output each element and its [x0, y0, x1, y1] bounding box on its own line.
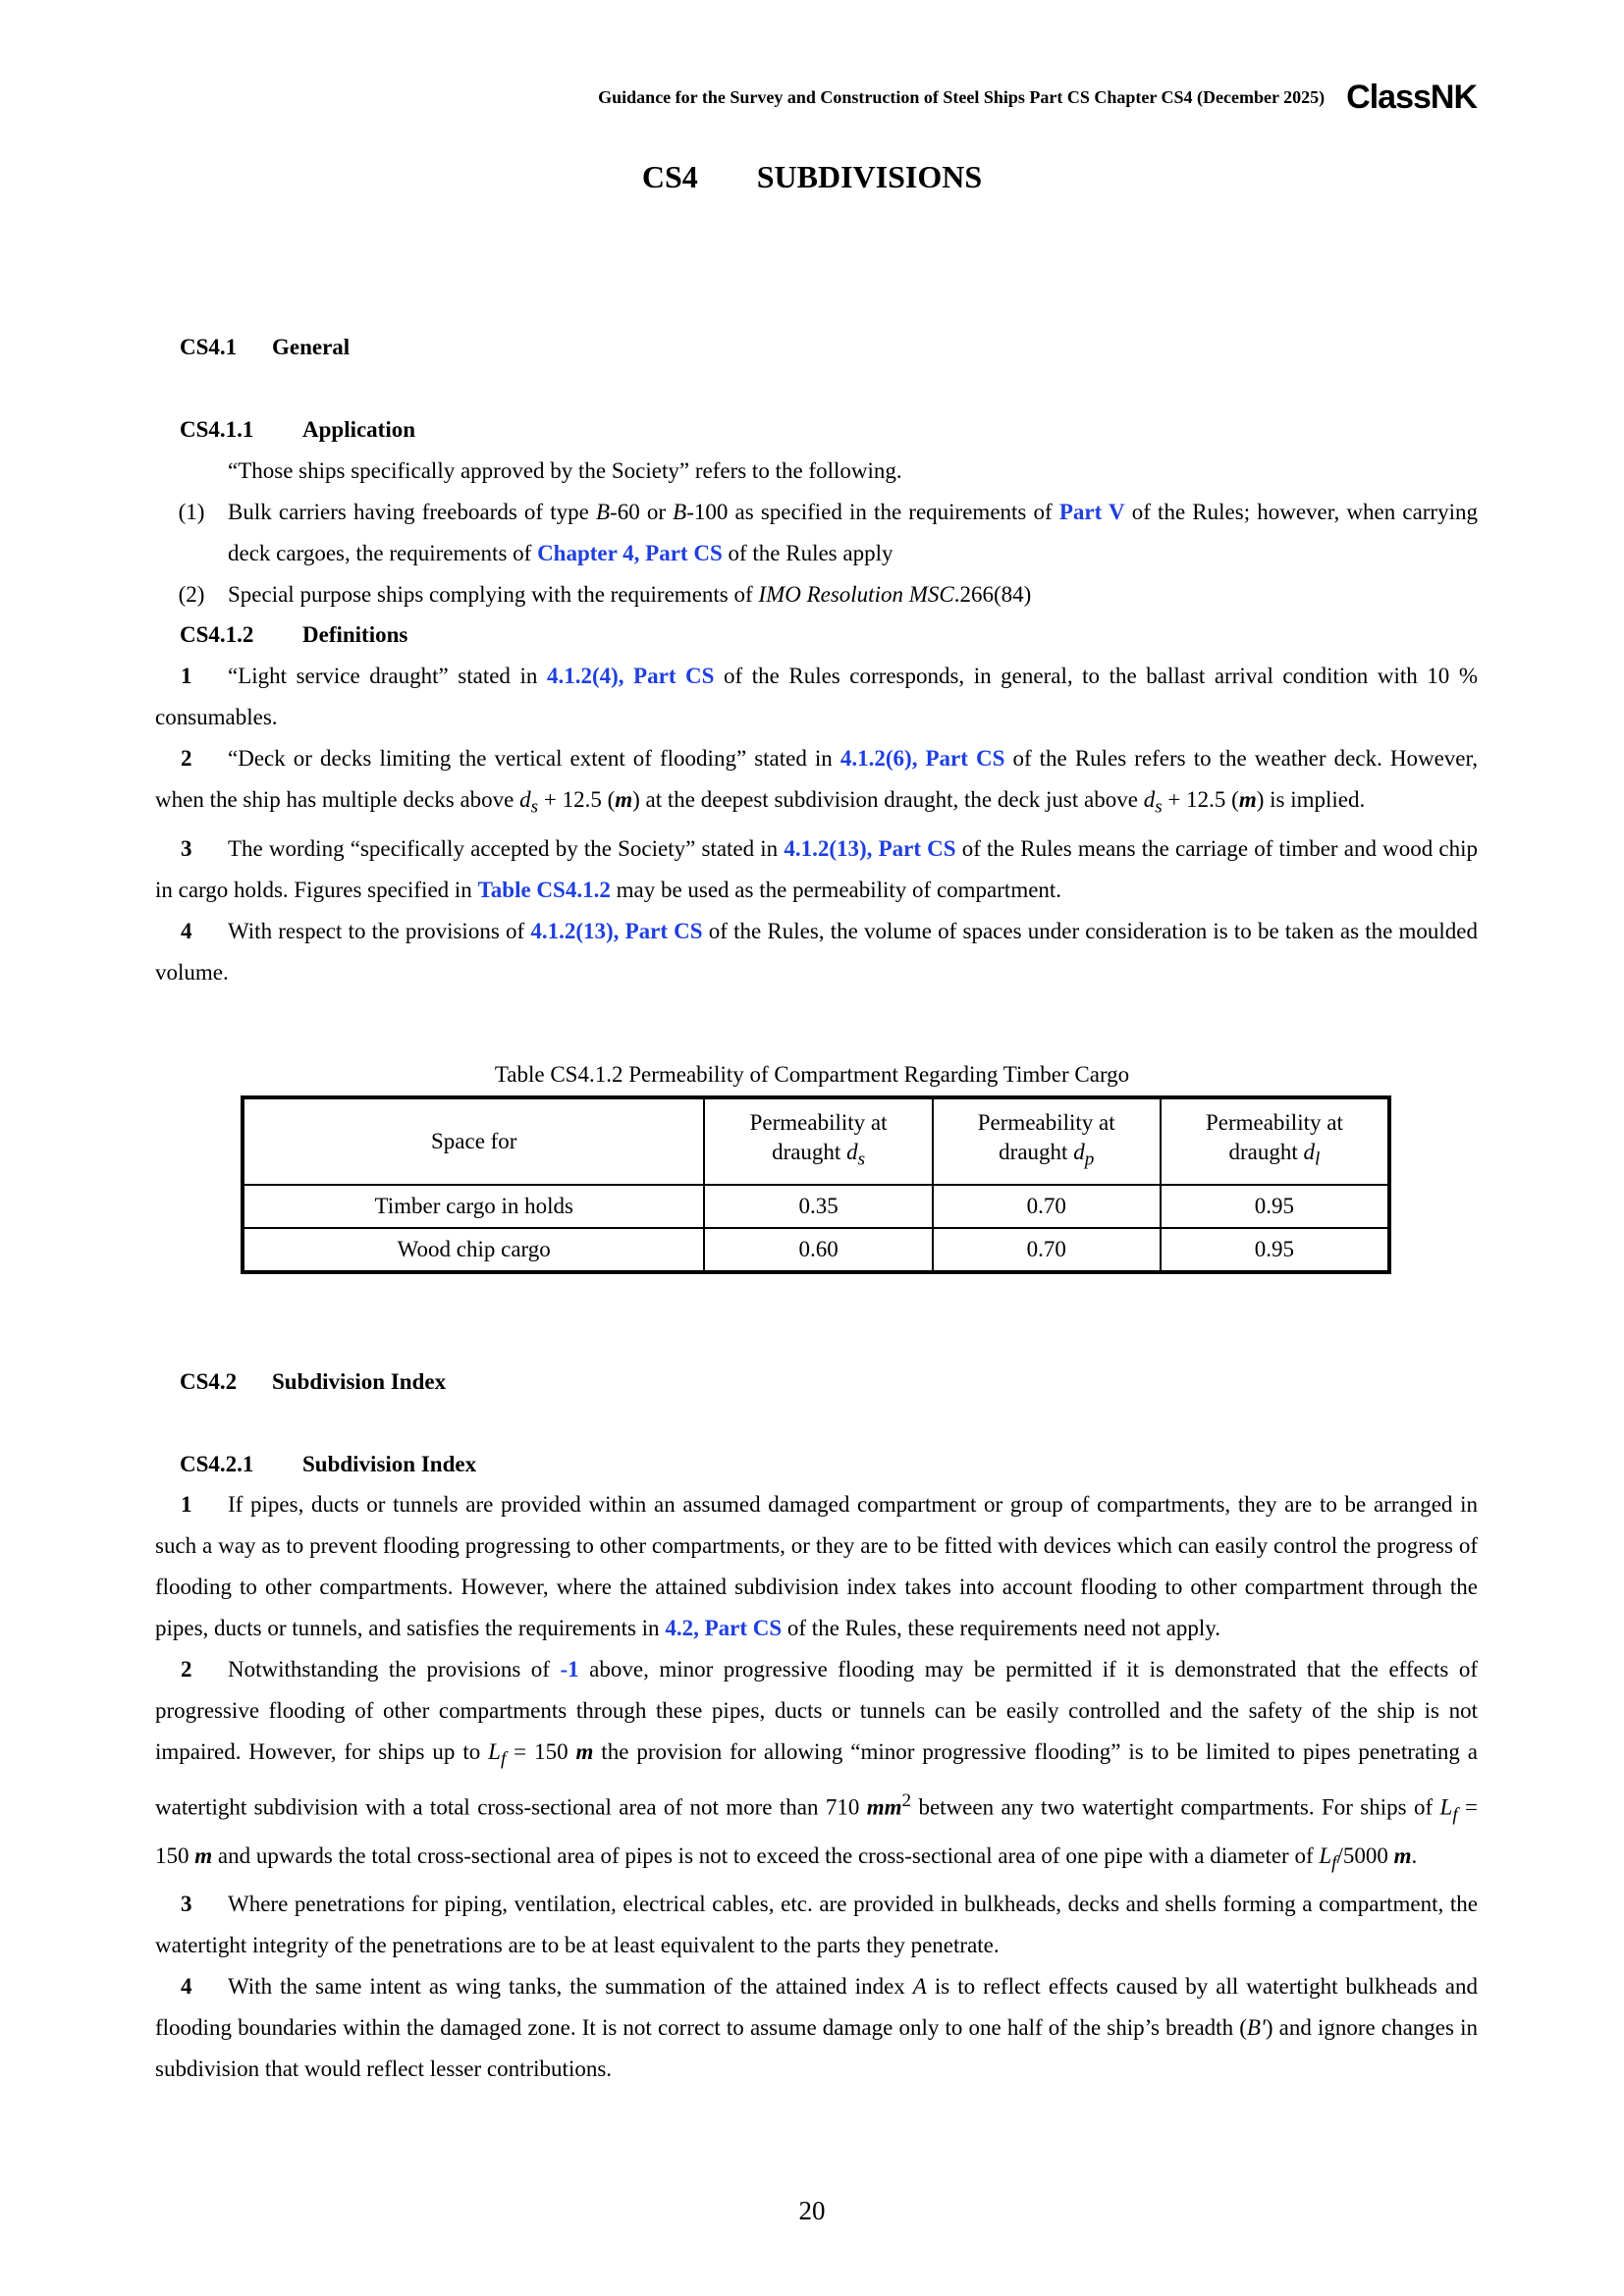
link-4-1-2-13-b[interactable]: 4.1.2(13), Part CS [530, 918, 703, 943]
cell-dl: 0.95 [1161, 1185, 1389, 1228]
link-chapter-4[interactable]: Chapter 4, Part CS [537, 541, 723, 565]
section-heading-4-1 [180, 335, 350, 360]
cell-space: Wood chip cargo [243, 1228, 704, 1272]
header-permeability-dp: Permeability at draught $d_p$ [933, 1097, 1161, 1185]
cell-space: Timber cargo in holds [243, 1185, 704, 1228]
table-row [243, 1185, 1389, 1228]
section-title: General [272, 335, 351, 359]
application-item-2 [155, 574, 1478, 615]
link-4-1-2-6[interactable]: 4.1.2(6), Part CS [839, 746, 1005, 771]
chapter-number: CS4 [641, 159, 698, 194]
running-title: Guidance for the Survey and Construction of Steel Ships Part CS Chapter CS4 (December 2025) [598, 87, 1326, 107]
link-table-cs4-1-2[interactable]: Table CS4.1.2 [477, 877, 611, 902]
classnk-logo: ClassNK [1346, 79, 1477, 116]
index-paragraph-3: 3 Where penetrations for piping, ventilation, electrical cables, etc. are provided in bulkheads, decks and shells forming a compartment, the watertight integrity of the penetrations are to be at least equivalent to the parts they penetrate. [155, 1892, 1478, 1958]
running-header [598, 79, 1477, 117]
definition-paragraph-2: 2 “Deck or decks limiting the vertical extent of flooding” stated in 4.1.2(6), Part CS of the Rules refers to the weather deck. However, when the ship has multiple decks above $d_s + 12.5$ (m) at the deepest subdivision draught, the deck just above $d_s + 12.5$ (m) is implied. [155, 746, 1478, 818]
index-paragraph-2: 2 Notwithstanding the provisions of -1 above, minor progressive flooding may be permitted if it is demonstrated that the effects of progressive flooding of other compartments through these pipes, ducts or tunnels can be easily controlled and the safety of the ship is not impaired. However, for ships up to $L_f = 150$ m the provision for allowing “minor progressive flooding” is to be limited to pipes penetrating a watertight subdivision with a total cross-sectional area of not more than 710 $mm^2$ between any two watertight compartments. For ships of $L_f = 150$ m and upwards the total cross-sectional area of pipes is not to exceed the cross-sectional area of one pipe with a diameter of $L_f/5000$ m. [155, 1657, 1478, 1874]
page-number: 20 [798, 2196, 826, 2225]
subsection-title: Subdivision Index [302, 1452, 477, 1476]
cell-dp: 0.70 [933, 1228, 1161, 1272]
subsection-heading-4-2-1 [180, 1452, 476, 1477]
header-space-for: Space for [243, 1097, 704, 1185]
table-caption: Table CS4.1.2 Permeability of Compartment Regarding Timber Cargo [494, 1062, 1130, 1087]
section-heading-4-2 [180, 1369, 446, 1395]
application-item-1 [155, 492, 1478, 574]
table-header-row [243, 1097, 1389, 1185]
header-permeability-ds: Permeability at draught $d_s$ [704, 1097, 932, 1185]
definition-paragraph-3: 3 The wording “specifically accepted by the Society” stated in 4.1.2(13), Part CS of the Rules means the carriage of timber and wood chip in cargo holds. Figures specified in Table CS4.1.2 may be used as the permeability of compartment. [155, 835, 1478, 902]
cell-ds: 0.60 [704, 1228, 932, 1272]
subdivision-index-body [155, 1484, 1478, 2090]
link-minus-1[interactable]: -1 [560, 1657, 579, 1682]
table-row [243, 1228, 1389, 1272]
subsection-number: CS4.2.1 [180, 1452, 254, 1476]
item-label: (2) [178, 582, 205, 607]
index-paragraph-4: 4 With the same intent as wing tanks, the summation of the attained index A is to reflect effects caused by all watertight bulkheads and flooding boundaries within the damaged zone. It is not correct to assume damage only to one half of the ship’s breadth (B') and ignore changes in subdivision that would reflect lesser contributions. [155, 1974, 1479, 2082]
cell-dl: 0.95 [1161, 1228, 1389, 1272]
definition-paragraph-1: 1 “Light service draught” stated in 4.1.2(4), Part CS of the Rules corresponds, in general, to the ballast arrival condition with 10 % consumables. [155, 664, 1478, 729]
subsection-title: Application [302, 417, 416, 442]
link-4-1-2-4[interactable]: 4.1.2(4), Part CS [546, 664, 715, 688]
definition-paragraph-4: 4 With respect to the provisions of 4.1.2(13), Part CS of the Rules, the volume of spaces under consideration is to be taken as the moulded volume. [155, 918, 1478, 985]
link-4-1-2-13[interactable]: 4.1.2(13), Part CS [784, 835, 956, 861]
subsection-title: Definitions [302, 622, 408, 647]
subsection-number: CS4.1.1 [180, 417, 254, 442]
link-part-v[interactable]: Part V [1058, 500, 1125, 524]
section-number: CS4.1 [180, 335, 238, 359]
permeability-table [241, 1095, 1391, 1274]
link-4-2-part-cs[interactable]: 4.2, Part CS [665, 1616, 783, 1640]
subsection-heading-4-1-1 [180, 417, 415, 443]
subsection-heading-4-1-2 [180, 622, 407, 648]
cell-dp: 0.70 [933, 1185, 1161, 1228]
chapter-title [0, 159, 1624, 195]
header-permeability-dl: Permeability at draught $d_l$ [1161, 1097, 1389, 1185]
item-label: (1) [178, 500, 205, 524]
item-text: Special purpose ships complying with the requirements of IMO Resolution MSC.266(84) [228, 582, 1032, 607]
chapter-name: SUBDIVISIONS [756, 159, 983, 194]
application-intro: “Those ships specifically approved by the Society” refers to the following. [228, 458, 902, 483]
index-paragraph-1: 1 If pipes, ducts or tunnels are provided within an assumed damaged compartment or group of compartments, they are to be arranged in such a way as to prevent flooding progressing to other compartments, or they are to be fitted with devices which can easily control the progress of flooding to other compartments. However, where the attained subdivision index takes into account flooding to other compartment through the pipes, ducts or tunnels, and satisfies the requirements in 4.2, Part CS of the Rules, these requirements need not apply. [155, 1492, 1478, 1640]
section-number: CS4.2 [180, 1369, 238, 1394]
definitions-body [155, 656, 1478, 993]
application-body [155, 451, 1478, 615]
subsection-number: CS4.1.2 [180, 622, 254, 647]
item-text: Bulk carriers having freeboards of type B-60 or B-100 as specified in the requirements of Part V of the Rules; however, when carrying deck cargoes, the requirements of Chapter 4, Part CS of the Rules apply [228, 500, 1478, 565]
section-title: Subdivision Index [272, 1369, 447, 1394]
cell-ds: 0.35 [704, 1185, 932, 1228]
